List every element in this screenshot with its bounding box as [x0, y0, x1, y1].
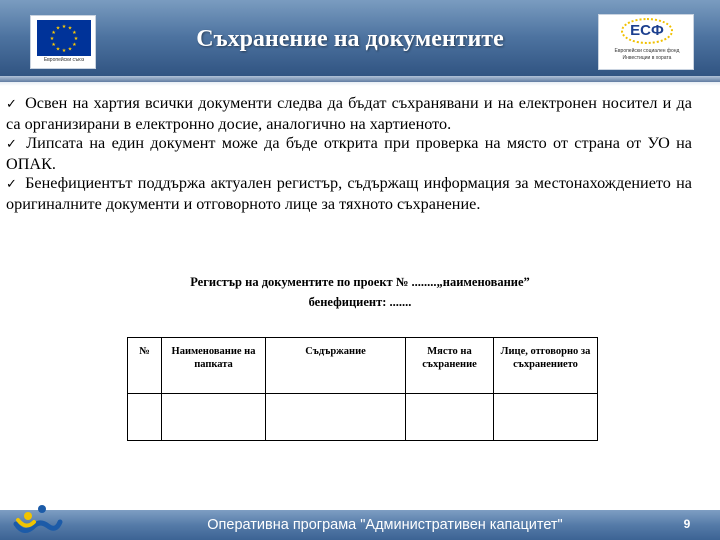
svg-text:★: ★: [51, 30, 56, 36]
bullet-text: Освен на хартия всички документи следва да бъдат съхранявани и на електронен носител и да са организирани в електронно досие, аналогично на хартиеното.: [6, 94, 692, 133]
svg-text:★: ★: [72, 30, 77, 36]
table-cell: [406, 394, 494, 441]
bullet-item: [6, 174, 692, 214]
svg-text:★: ★: [61, 24, 67, 30]
program-logo-icon: [6, 476, 66, 540]
table-row: [128, 394, 598, 441]
eu-flag-icon: [37, 20, 91, 56]
table-cell: [494, 394, 598, 441]
page-title: Съхранение на документите: [196, 26, 504, 52]
column-responsible-person: Лице, отговорно за съхранението: [494, 338, 598, 394]
footer-program-name: Оперативна програма "Административен капацитет": [207, 517, 563, 533]
column-content: Съдържание: [266, 338, 406, 394]
page-number: 9: [683, 517, 691, 531]
bullet-item: [6, 134, 692, 174]
checkmark-icon: ✓: [6, 177, 19, 193]
register-heading: [140, 272, 580, 312]
svg-text:★: ★: [55, 25, 61, 32]
svg-text:★: ★: [73, 36, 79, 42]
svg-text:★: ★: [49, 36, 55, 42]
table-cell: [128, 394, 162, 441]
svg-text:★: ★: [61, 48, 67, 54]
column-folder-name: Наименование на папката: [162, 338, 266, 394]
table-cell: [266, 394, 406, 441]
bullet-list: [6, 94, 692, 215]
svg-text:★: ★: [67, 46, 73, 53]
eu-logo: [30, 15, 96, 69]
table-header-row: [128, 338, 598, 394]
svg-text:★: ★: [51, 42, 56, 48]
register-table: [127, 337, 598, 441]
bullet-text: Липсата на един документ може да бъде открита при проверка на място от страна от УО на ОПАК.: [6, 134, 692, 173]
esf-label: Европейски социален фонд Инвестиции в хората: [614, 48, 680, 61]
header-fade: [0, 76, 720, 86]
column-number: №: [128, 338, 162, 394]
bullet-text: Бенефициентът поддържа актуален регистър, съдържащ информация за местонахождението на оригиналните документи и отговорното лице за тяхното съхранение.: [6, 174, 692, 213]
column-storage-place: Място на съхранение: [406, 338, 494, 394]
esf-logo: [598, 14, 694, 70]
esf-logo-mark: ЕСФ: [621, 18, 673, 44]
bullet-item: [6, 94, 692, 134]
checkmark-icon: ✓: [6, 97, 19, 112]
svg-text:★: ★: [55, 46, 61, 53]
checkmark-icon: ✓: [6, 137, 20, 153]
svg-text:★: ★: [67, 25, 73, 32]
table-cell: [162, 394, 266, 441]
register-beneficiary: бенефициент: .......: [308, 295, 412, 309]
register-title: Регистър на документите по проект № ........„наименование”: [190, 275, 530, 289]
eu-label: Европейски съюз: [43, 57, 85, 63]
svg-text:★: ★: [72, 42, 77, 48]
